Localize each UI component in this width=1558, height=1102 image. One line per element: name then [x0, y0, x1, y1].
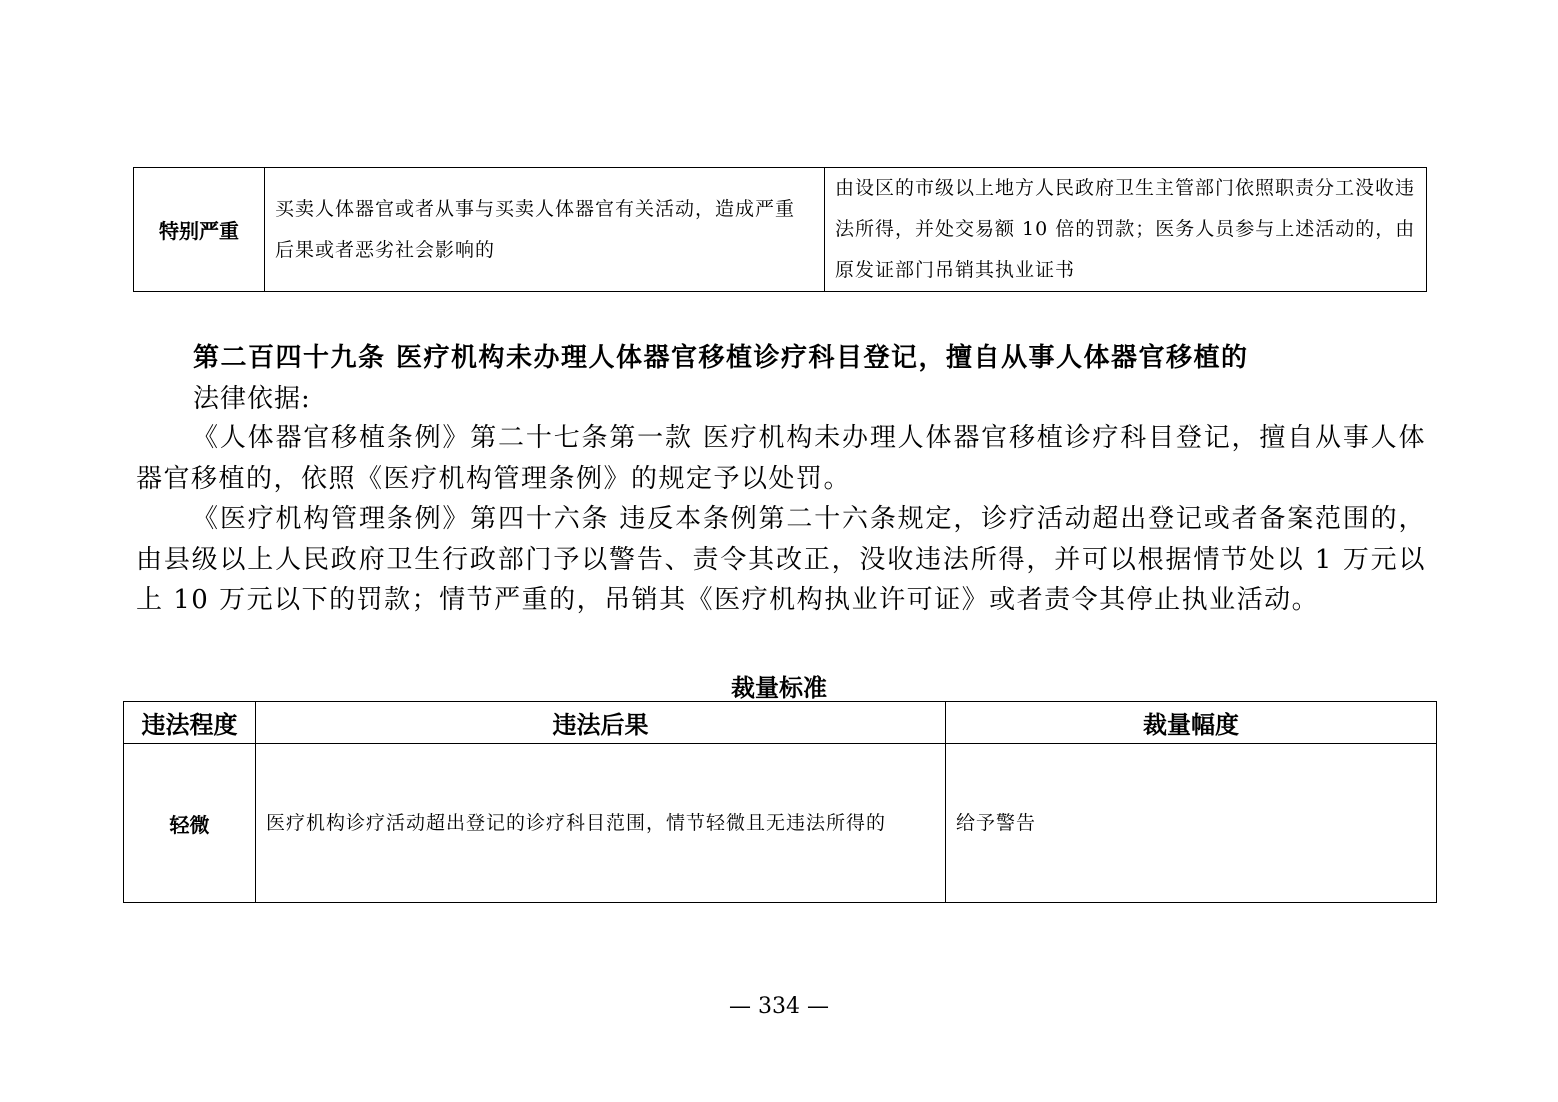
column-header-degree: 违法程度 [124, 702, 256, 744]
legal-basis-label: 法律依据: [193, 384, 311, 414]
column-header-penalty: 裁量幅度 [946, 702, 1437, 744]
penalty-range-cell: 给予警告 [946, 744, 1437, 903]
page-number: — 334 — [729, 994, 829, 1019]
discretion-standard-caption: 裁量标准 [731, 674, 827, 702]
table-row [124, 744, 1437, 903]
violation-degree-cell: 轻微 [124, 744, 256, 903]
table-row [134, 168, 1427, 292]
violation-consequence-cell: 买卖人体器官或者从事与买卖人体器官有关活动，造成严重后果或者恶劣社会影响的 [265, 168, 825, 292]
table-header-row [124, 702, 1437, 744]
legal-basis-paragraph: 《人体器官移植条例》第二十七条第一款 医疗机构未办理人体器官移植诊疗科目登记，擅自从事人体器官移植的，依照《医疗机构管理条例》的规定予以处罚。 [136, 423, 1426, 494]
column-header-consequence: 违法后果 [256, 702, 946, 744]
previous-discretion-table [133, 167, 1427, 292]
discretion-standard-table [123, 701, 1437, 903]
penalty-range-cell: 由设区的市级以上地方人民政府卫生主管部门依照职责分工没收违法所得，并处交易额 10 倍的罚款；医务人员参与上述活动的，由原发证部门吊销其执业证书 [825, 168, 1427, 292]
article-title: 第二百四十九条 医疗机构未办理人体器官移植诊疗科目登记，擅自从事人体器官移植的 [193, 343, 1249, 373]
violation-degree-cell: 特别严重 [134, 168, 265, 292]
legal-basis-paragraph: 《医疗机构管理条例》第四十六条 违反本条例第二十六条规定，诊疗活动超出登记或者备案范围的，由县级以上人民政府卫生行政部门予以警告、责令其改正，没收违法所得，并可以根据情节处以 1 万元以上 10 万元以下的罚款；情节严重的，吊销其《医疗机构执业许可证》或者责令其停止执业活动。 [136, 504, 1426, 615]
violation-consequence-cell: 医疗机构诊疗活动超出登记的诊疗科目范围，情节轻微且无违法所得的 [256, 744, 946, 903]
